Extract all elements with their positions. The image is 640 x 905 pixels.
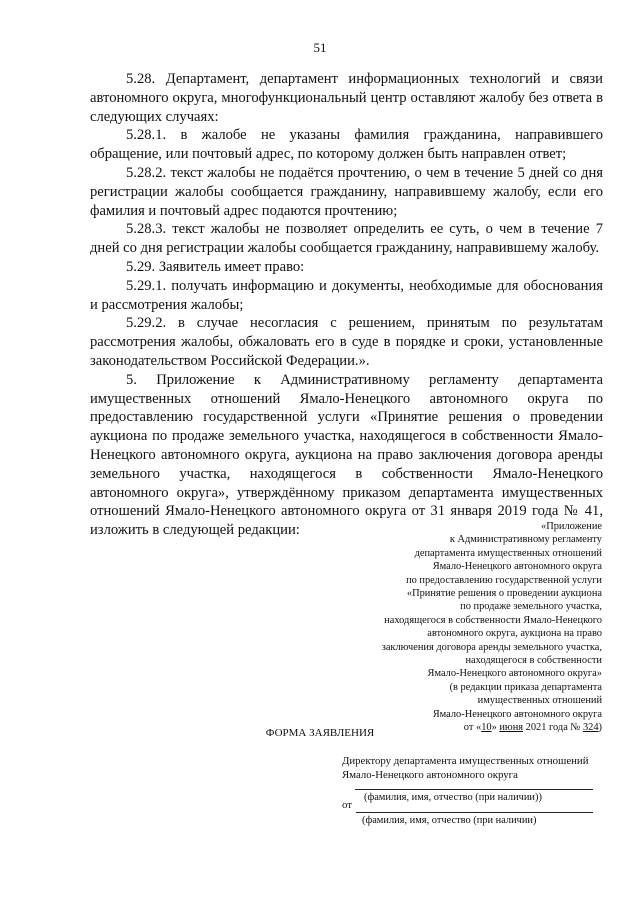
approval-line: (в редакции приказа департамента xyxy=(449,681,602,693)
paragraph-5-28-3: 5.28.3. текст жалобы не позволяет определить ее суть, о чем в течение 7 дней со дня регистрации жалобы сообщается гражданину, направившему жалобу. xyxy=(90,221,603,257)
approval-line: заключения договора аренды земельного участка, xyxy=(381,641,602,653)
paragraph-5-28: 5.28. Департамент, департамент информационных технологий и связи автономного округа, многофункциональный центр оставляют жалобу без ответа в следующих случаях: xyxy=(90,71,603,125)
paragraph-5-28-1: 5.28.1. в жалобе не указаны фамилия гражданина, направившего обращение, или почтовый адрес, по которому должен быть направлен ответ; xyxy=(90,127,603,163)
addressee-line: Директору департамента имущественных отношений xyxy=(342,755,589,767)
approval-line: по продаже земельного участка, xyxy=(460,601,602,613)
paragraph-5-29-1: 5.29.1. получать информацию и документы, необходимые для обоснования и рассмотрения жалобы; xyxy=(90,277,603,313)
date-suffix: ) xyxy=(598,722,602,734)
form-title: ФОРМА ЗАЯВЛЕНИЯ xyxy=(265,727,375,739)
approval-line: к Административному регламенту xyxy=(449,534,602,546)
name-field-caption: (фамилия, имя, отчество (при наличии)) xyxy=(364,792,542,803)
approval-line: Ямало-Ненецкого автономного округа xyxy=(432,708,602,720)
approval-line: департамента имущественных отношений xyxy=(414,547,602,559)
addressee-line: Ямало-Ненецкого автономного округа xyxy=(342,768,518,781)
paragraph-item-5: 5. Приложение к Административному регламенту департамента имущественных отношений Ямало-Ненецкого автономного округа по предоставлению государственной услуги «Принятие решения о проведении аукциона по продаже земельного участка, находящегося в собственности Ямало-Ненецкого автономного округа, аукциона на право заключения договора аренды земельного участка, находящегося в собственности Ямало-Ненецкого автономного округа», утверждённому приказом департамента имущественных отношений Ямало-Ненецкого автономного округа от 31 января 2019 года № 41, изложить в следующей редакции: xyxy=(90,371,603,539)
approval-line: Ямало-Ненецкого автономного округа» xyxy=(427,668,602,680)
paragraph-5-28-2: 5.28.2. текст жалобы не подаётся прочтению, о чем в течение 5 дней со дня регистрации жалобы сообщается гражданину, направившему жалобу, если его фамилия и почтовый адрес подаются прочтению; xyxy=(90,164,603,219)
approval-line: по предоставлению государственной услуги xyxy=(406,574,602,586)
approval-line: автономного округа, аукциона на право xyxy=(427,628,602,640)
from-label: от xyxy=(342,799,352,811)
approval-line: Ямало-Ненецкого автономного округа xyxy=(432,561,602,573)
approval-line: имущественных отношений xyxy=(477,695,602,707)
approval-line: «Принятие решения о проведении аукциона xyxy=(406,588,602,600)
date-year: 2021 года № xyxy=(523,722,583,734)
approval-line: «Приложение xyxy=(541,521,602,532)
from-field-caption: (фамилия, имя, отчество (при наличии) xyxy=(362,815,537,826)
paragraph-5-29-2: 5.29.2. в случае несогласия с решением, принятым по результатам рассмотрения жалобы, обжаловать его в суде в порядке и сроки, установленные законодательством Российской Федерации.». xyxy=(90,315,603,369)
name-field-line xyxy=(355,789,593,790)
page-number: 51 xyxy=(313,40,327,55)
approval-line: находящегося в собственности xyxy=(465,655,602,667)
date-prefix: от « xyxy=(463,722,482,734)
date-month: июня xyxy=(499,722,524,734)
approval-line: находящегося в собственности Ямало-Ненецкого xyxy=(384,614,602,626)
paragraph-5-29: 5.29. Заявитель имеет право: xyxy=(126,258,305,275)
date-day: 10 xyxy=(481,722,492,734)
addressee xyxy=(342,755,588,782)
order-number: 324 xyxy=(582,722,599,734)
approval-block xyxy=(262,520,602,735)
from-field-line xyxy=(356,812,593,813)
document-body xyxy=(90,70,603,540)
date-mid: » xyxy=(491,722,500,734)
